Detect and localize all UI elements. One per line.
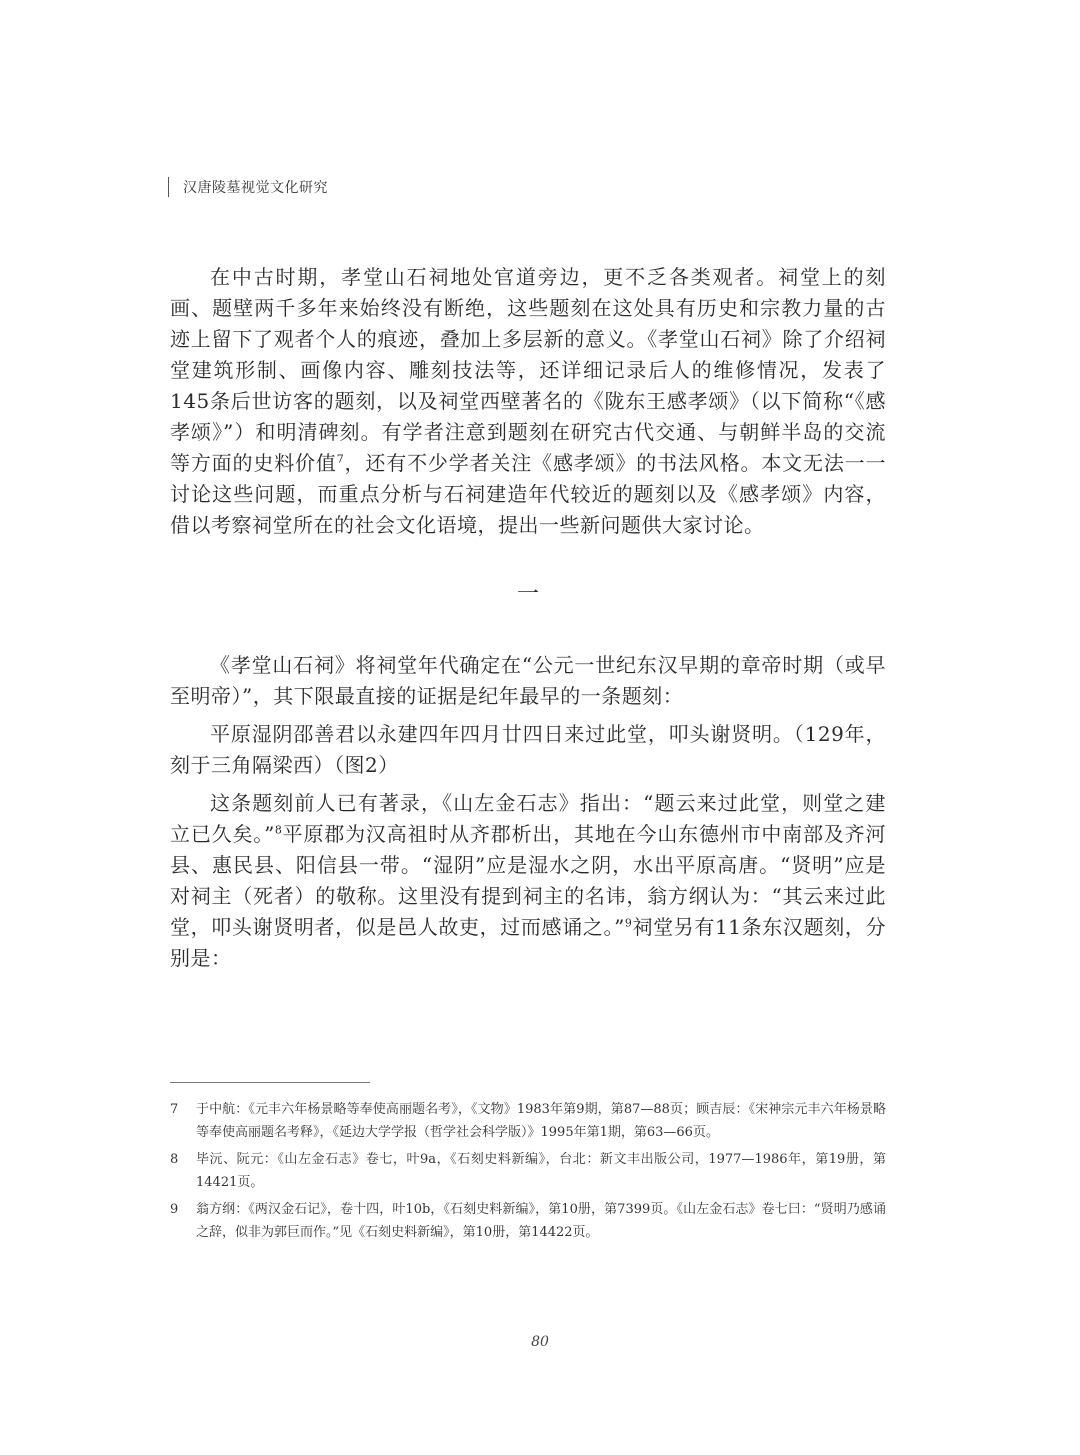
footnote-text: 翁方纲：《两汉金石记》，卷十四，叶10b，《石刻史料新编》，第10册，第7399页。《山左金石志》卷七曰：“贤明乃感诵之辞，似非为郭巨而作。”见《石刻史料新编》，第10册，第14422页。 [196, 1202, 886, 1240]
footnote-ref-9[interactable]: 9 [624, 916, 633, 930]
paragraph-1 [170, 262, 886, 541]
paragraph-2: 《孝堂山石祠》将祠堂年代确定在“公元一世纪东汉早期的章帝时期（或早至明帝）”，其下限最直接的证据是纪年最早的一条题刻： [170, 653, 886, 708]
inscription-quote: 平原湿阴邵善君以永建四年四月廿四日来过此堂，叩头谢贤明。（129年，刻于三角隔梁西）（图2） [170, 722, 886, 777]
paragraph-4-text-b: 平原郡为汉高祖时从齐郡析出，其地在今山东德州市中南部及齐河县、惠民县、阳信县一带。“湿阴”应是湿水之阴，水出平原高唐。“贤明”应是对祠主（死者）的敬称。这里没有提到祠主的名讳，翁方纲认为：“其云来过此堂，叩头谢贤明者，似是邑人故吏，过而感诵之。” [170, 822, 886, 939]
footnote-7 [170, 1098, 886, 1144]
footnote-9 [170, 1198, 886, 1244]
running-head-rule [168, 177, 169, 197]
footnote-number: 8 [170, 1152, 179, 1167]
footnote-ref-8[interactable]: 8 [274, 823, 283, 837]
paragraph-1-text-a: 在中古时期，孝堂山石祠地处官道旁边，更不乏各类观者。祠堂上的刻画、题壁两千多年来始终没有断绝，这些题刻在这处具有历史和宗教力量的古迹上留下了观者个人的痕迹，叠加上多层新的意义。《孝堂山石祠》除了介绍祠堂建筑形制、画像内容、雕刻技法等，还详细记录后人的维修情况，发表了145条后世访客的题刻，以及祠堂西壁著名的《陇东王感孝颂》（以下简称“《感孝颂》”）和明清碑刻。有学者注意到题刻在研究古代交通、与朝鲜半岛的交流等方面的史料价值 [170, 265, 886, 475]
footnote-number: 9 [170, 1202, 179, 1217]
paragraph-4-text-a: 这条题刻前人已有著录，《山左金石志》指出：“题云来过此堂，则堂之建立已久矣。” [170, 791, 886, 846]
section-number: 一 [516, 582, 539, 607]
footnote-text: 于中航：《元丰六年杨景略等奉使高丽题名考》，《文物》1983年第9期，第87—88页；顾吉辰：《宋神宗元丰六年杨景略等奉使高丽题名考释》，《延边大学学报（哲学社会科学版）》1995年第1期，第63—66页。 [196, 1102, 886, 1140]
paragraph-4-text-c: 祠堂另有11条东汉题刻，分别是： [170, 915, 886, 970]
footnote-ref-7[interactable]: 7 [336, 452, 345, 466]
paragraph-1-text-b: ，还有不少学者关注《感孝颂》的书法风格。本文无法一一讨论这些问题，而重点分析与石祠建造年代较近的题刻以及《感孝颂》内容，借以考察祠堂所在的社会文化语境，提出一些新问题供大家讨论。 [170, 451, 887, 537]
footnote-text: 毕沅、阮元：《山左金石志》卷七，叶9a，《石刻史料新编》，台北：新文丰出版公司，1977—1986年，第19册，第14421页。 [196, 1152, 886, 1190]
footnotes [170, 1098, 886, 1248]
footnote-number: 7 [170, 1102, 179, 1117]
book-title: 汉唐陵墓视觉文化研究 [183, 180, 328, 196]
footnote-8 [170, 1148, 886, 1194]
page-number: 80 [531, 1334, 549, 1350]
footnote-separator [170, 1082, 370, 1083]
paragraph-4 [170, 788, 886, 974]
running-head [168, 176, 328, 198]
